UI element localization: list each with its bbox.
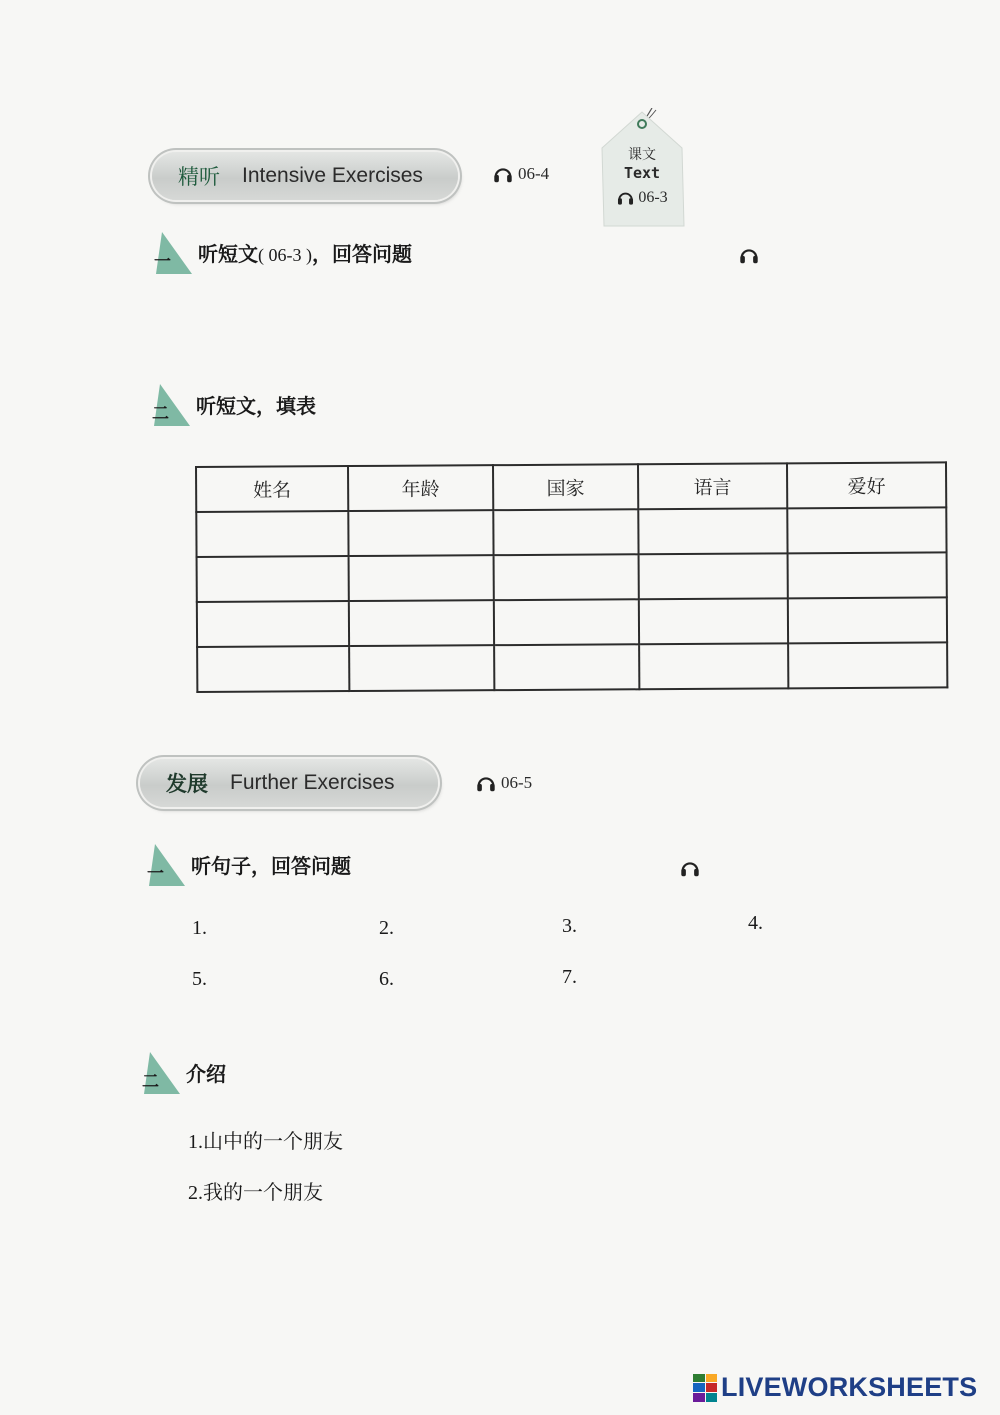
audio-code: 06-5 (501, 773, 533, 792)
intro-item-number: 1. (188, 1131, 203, 1153)
exercise-3-heading (145, 842, 351, 886)
table-cell[interactable] (639, 553, 788, 599)
tag-cn: 课文 (628, 147, 656, 163)
exercise-number: 二 (142, 1072, 159, 1092)
header-hobby: 爱好 (787, 462, 946, 508)
question-item: 5. (192, 968, 207, 990)
header-language: 语言 (638, 463, 787, 509)
table-cell[interactable] (638, 508, 787, 554)
audio-code: 06-4 (518, 164, 550, 183)
table-cell[interactable] (493, 509, 638, 555)
section-banner-intensive (152, 152, 458, 200)
section-banner-further (140, 759, 438, 807)
headphones-icon (616, 188, 635, 207)
triangle-marker (145, 842, 185, 886)
exercise-number: 一 (154, 252, 171, 272)
headphones-icon (475, 772, 497, 794)
exercise-title-b: ，回答问题 (311, 241, 412, 266)
table-cell[interactable] (197, 601, 349, 647)
table-cell[interactable] (494, 644, 639, 690)
table-row (197, 597, 947, 647)
exercise-title-a: 听短文 (198, 241, 258, 266)
header-country: 国家 (493, 464, 638, 510)
triangle-marker (150, 382, 190, 426)
exercise-4-heading (140, 1050, 226, 1094)
exercise-title: 介绍 (186, 1061, 226, 1086)
question-item: 3. (562, 915, 577, 937)
table-cell[interactable] (639, 598, 788, 644)
table-row (197, 642, 947, 692)
table-cell[interactable] (349, 645, 494, 691)
triangle-marker (152, 230, 192, 274)
question-item: 7. (562, 966, 577, 988)
table-row (197, 552, 947, 602)
headphones-icon[interactable] (679, 857, 701, 879)
table-cell[interactable] (348, 510, 493, 556)
tag-en: Text (623, 164, 661, 182)
exercise-title (198, 238, 412, 267)
exercise-2-heading (150, 382, 316, 426)
question-item: 1. (192, 917, 207, 939)
table-row (196, 507, 946, 557)
triangle-marker (140, 1050, 180, 1094)
table-cell[interactable] (196, 511, 348, 557)
intro-item-text: 山中的一个朋友 (203, 1129, 343, 1153)
section-title-en: Further Exercises (230, 771, 395, 794)
headphones-icon (492, 163, 514, 185)
table-cell[interactable] (788, 597, 947, 643)
table-cell[interactable] (197, 646, 349, 692)
exercise-title: 听句子，回答问题 (191, 853, 351, 878)
exercise-number: 一 (147, 864, 164, 884)
exercise-1-heading (152, 230, 412, 274)
table-cell[interactable] (349, 555, 494, 601)
tag-audio-code: 06-3 (638, 188, 668, 206)
table-cell[interactable] (787, 507, 946, 553)
fill-in-table (195, 461, 948, 693)
text-tag (594, 108, 690, 228)
tag-audio[interactable] (594, 188, 690, 207)
section-title-cn: 发展 (166, 772, 208, 796)
intro-item-text: 我的一个朋友 (203, 1180, 323, 1204)
section-title-cn: 精听 (178, 165, 220, 189)
intro-item-number: 2. (188, 1182, 203, 1204)
table-cell[interactable] (349, 600, 494, 646)
exercise-title-paren: ( 06-3 ) (258, 244, 312, 265)
table-header-row (196, 462, 946, 512)
table-cell[interactable] (788, 552, 947, 598)
exercise-title: 听短文，填表 (196, 393, 316, 418)
question-item: 2. (379, 917, 394, 939)
watermark-text: LIVEWORKSHEETS (721, 1372, 978, 1402)
table-cell[interactable] (788, 642, 947, 688)
table-cell[interactable] (197, 556, 349, 602)
liveworksheets-watermark (693, 1372, 977, 1403)
table-cell[interactable] (494, 599, 639, 645)
table-cell[interactable] (494, 554, 639, 600)
header-name: 姓名 (196, 466, 348, 512)
table-cell[interactable] (639, 643, 788, 689)
section-title-en: Intensive Exercises (242, 164, 423, 187)
audio-marker-06-4[interactable] (492, 163, 549, 185)
headphones-icon[interactable] (738, 244, 760, 266)
header-age: 年龄 (348, 465, 493, 511)
question-item: 4. (748, 912, 763, 934)
question-item: 6. (379, 968, 394, 990)
audio-marker-06-5[interactable] (475, 772, 532, 794)
intro-item (188, 1176, 323, 1205)
exercise-number: 二 (152, 404, 169, 424)
liveworksheets-logo-icon (693, 1374, 717, 1402)
intro-item (188, 1125, 343, 1154)
